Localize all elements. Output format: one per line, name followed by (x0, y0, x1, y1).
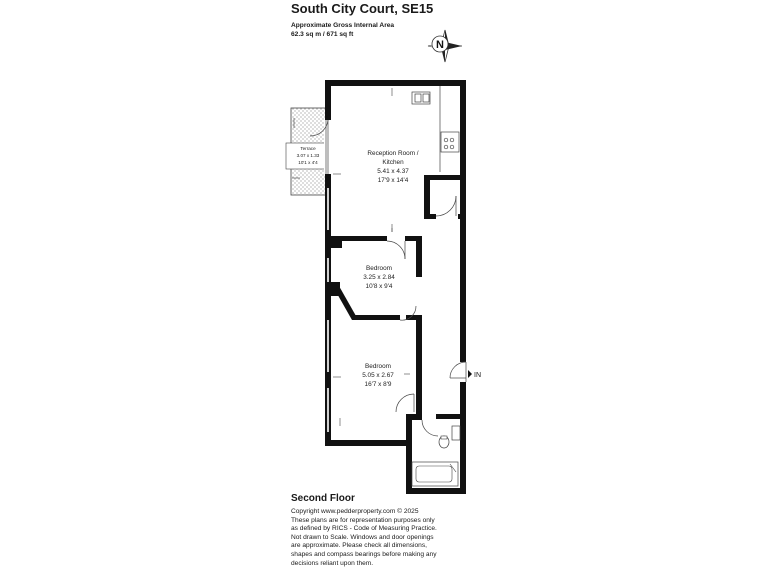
terrace-imperial: 10'1 x 4'4 (298, 160, 318, 165)
bedroom1-metric: 3.25 x 2.84 (363, 274, 395, 281)
compass-icon (428, 30, 462, 62)
gross-area-label: Approximate Gross Internal Area (291, 22, 395, 29)
storage-cupboard (424, 175, 460, 220)
bedroom1-label (363, 265, 395, 290)
bedroom2-name: Bedroom (365, 363, 391, 370)
disclaimer-line: Copyright www.pedderproperty.com © 2025 (291, 508, 419, 515)
compass-label: N (436, 39, 444, 51)
terrace (286, 108, 330, 195)
hall-wall-upper (416, 237, 422, 277)
disclaimer-line: shapes and compass bearings before making any (291, 550, 437, 558)
gross-area-value: 62.3 sq m / 671 sq ft (291, 30, 354, 38)
disclaimer-line: are approximate. Please check all dimensions, (291, 542, 427, 550)
disclaimer-line: decisions reliant upon them. (291, 559, 374, 567)
reception-name2: Kitchen (382, 159, 404, 166)
bedroom2-imperial: 16'7 x 8'9 (364, 381, 392, 388)
reception-name1: Reception Room / (367, 150, 419, 157)
property-title: South City Court, SE15 (291, 1, 434, 16)
reception-metric: 5.41 x 4.37 (377, 168, 409, 175)
wall-reception-bedroom1 (328, 236, 422, 248)
reception-imperial: 17'9 x 14'4 (377, 177, 409, 184)
outer-walls (325, 80, 466, 494)
terrace-name: Terrace (300, 146, 316, 151)
floor-label: Second Floor (291, 493, 355, 504)
kitchen-units (412, 86, 459, 172)
entrance-label: IN (474, 372, 481, 379)
bedroom2-metric: 5.05 x 2.67 (362, 372, 394, 379)
bedroom1-imperial: 10'8 x 9'4 (365, 283, 393, 290)
hall-wall-lower (416, 315, 422, 415)
disclaimer-line: These plans are for representation purposes only (291, 516, 435, 524)
bedroom2-label (362, 363, 394, 388)
terrace-metric: 3.07 x 1.33 (296, 153, 320, 158)
disclaimer (291, 508, 491, 568)
entrance-door[interactable] (450, 362, 481, 382)
bedroom1-name: Bedroom (366, 265, 392, 272)
reception-label (367, 150, 418, 184)
disclaimer-line: Not drawn to Scale. Windows and door openings (291, 533, 434, 541)
disclaimer-line: as defined by RICS - Code of Measuring Practice. (291, 525, 437, 533)
